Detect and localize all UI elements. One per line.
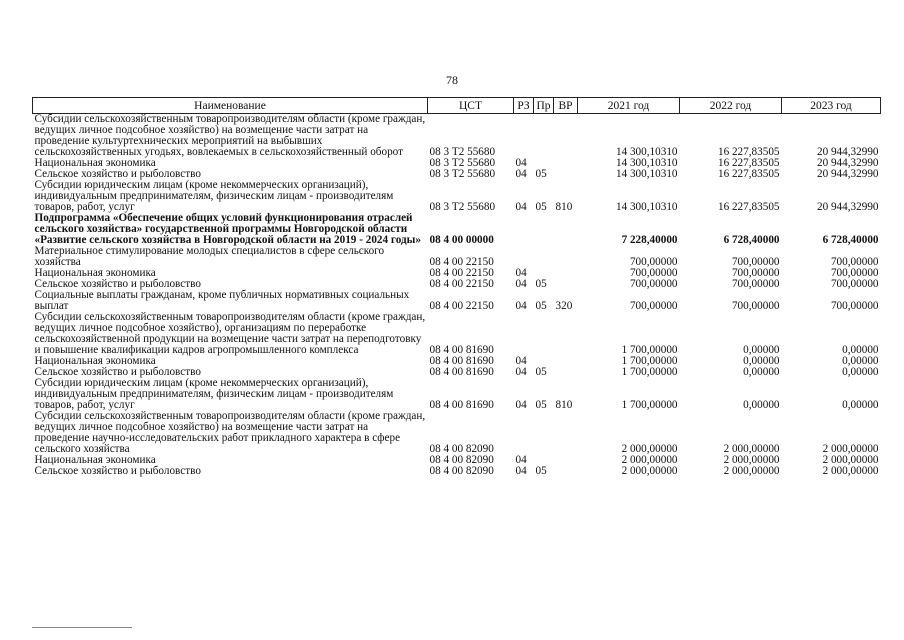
cell-name: Национальная экономика	[34, 454, 156, 466]
cell-name: Сельское хозяйство и рыболовство	[34, 278, 201, 290]
column-header-2023: 2023 год	[782, 98, 881, 114]
table-row	[33, 290, 881, 312]
cell-pr: 05	[535, 278, 547, 290]
column-header-rz: РЗ	[514, 98, 534, 114]
column-header-pr: Пр	[534, 98, 554, 114]
cell-name: Сельское хозяйство и рыболовство	[34, 465, 201, 477]
cell-2021: 1 700,00000	[621, 344, 678, 356]
cell-2023: 20 944,32990	[816, 157, 879, 169]
cell-cst: 08 3 Т2 55680	[429, 201, 496, 213]
cell-2023: 6 728,40000	[822, 234, 879, 246]
cell-cst: 08 3 Т2 55680	[429, 168, 496, 180]
cell-rz: 04	[515, 267, 527, 279]
cell-2021: 14 300,10310	[615, 168, 678, 180]
footnote-divider	[32, 627, 132, 628]
table-row	[33, 180, 881, 213]
table-row	[33, 312, 881, 356]
cell-2021: 700,00000	[629, 278, 678, 290]
cell-rz: 04	[515, 366, 527, 378]
table-row	[33, 378, 881, 411]
cell-pr: 05	[535, 168, 547, 180]
cell-pr	[534, 246, 554, 268]
cell-vr	[554, 411, 578, 455]
cell-name: Субсидии юридическим лицам (кроме некоммерческих организаций), индивидуальным предпринимателям, физическим лицам - производителям товаров, работ, услуг	[34, 377, 394, 411]
cell-2022: 16 227,83505	[717, 201, 780, 213]
cell-2021: 1 700,00000	[621, 355, 678, 367]
cell-name: Национальная экономика	[34, 355, 156, 367]
cell-pr: 05	[535, 300, 547, 312]
cell-vr	[554, 246, 578, 268]
cell-vr	[554, 268, 578, 279]
cell-name: Сельское хозяйство и рыболовство	[34, 168, 201, 180]
cell-name: Подпрограмма «Обеспечение общих условий функционирования отраслей сельского хозяйства» государственной программы Новгородской области «Развитие сельского хозяйства в Новгородской области на 2019 - 2024 годы»	[34, 212, 421, 246]
cell-2023: 0,00000	[842, 366, 879, 378]
table-row	[33, 246, 881, 268]
cell-cst: 08 3 Т2 55680	[429, 146, 496, 158]
cell-name: Национальная экономика	[34, 157, 156, 169]
cell-2023: 2 000,00000	[822, 443, 879, 455]
cell-2022: 700,00000	[731, 300, 780, 312]
table-row	[33, 114, 881, 159]
budget-table	[32, 97, 881, 477]
cell-pr: 05	[535, 201, 547, 213]
cell-2021: 700,00000	[629, 267, 678, 279]
cell-name: Материальное стимулирование молодых специалистов в сфере сельского хозяйства	[34, 245, 385, 268]
column-header-cst: ЦСТ	[428, 98, 514, 114]
table-header-row	[33, 98, 881, 114]
cell-pr	[534, 114, 554, 159]
cell-cst: 08 4 00 81690	[429, 399, 494, 411]
cell-pr	[534, 213, 554, 246]
cell-cst: 08 4 00 22150	[429, 256, 494, 268]
cell-rz	[514, 213, 534, 246]
cell-2022: 2 000,00000	[723, 443, 780, 455]
cell-2023: 2 000,00000	[822, 465, 879, 477]
cell-vr	[554, 213, 578, 246]
cell-2021: 14 300,10310	[615, 146, 678, 158]
cell-cst: 08 4 00 82090	[429, 465, 494, 477]
cell-cst: 08 4 00 81690	[429, 344, 494, 356]
cell-vr	[554, 114, 578, 159]
cell-2022: 0,00000	[743, 399, 780, 411]
cell-rz: 04	[515, 201, 527, 213]
cell-pr	[534, 312, 554, 356]
cell-vr: 320	[555, 300, 573, 312]
page-number: 78	[446, 73, 458, 87]
cell-2022: 700,00000	[731, 267, 780, 279]
cell-2021: 1 700,00000	[621, 399, 678, 411]
cell-cst: 08 4 00 82090	[429, 454, 494, 466]
cell-2022: 0,00000	[743, 355, 780, 367]
table-row	[33, 466, 881, 477]
cell-name: Субсидии сельскохозяйственным товаропроизводителям области (кроме граждан, ведущих личное подсобное хозяйство), организациям по переработке сельскохозяйственной продукции на возмещение части затрат на переподготовку и повышение квалификации кадров агропромышленного комплекса	[34, 311, 426, 356]
cell-vr	[554, 367, 578, 378]
cell-2022: 0,00000	[743, 344, 780, 356]
table-row	[33, 213, 881, 246]
cell-2022: 16 227,83505	[717, 157, 780, 169]
cell-2023: 700,00000	[830, 300, 879, 312]
cell-vr	[554, 158, 578, 169]
cell-pr: 05	[535, 366, 547, 378]
cell-rz	[514, 114, 534, 159]
cell-2021: 2 000,00000	[621, 465, 678, 477]
cell-2023: 2 000,00000	[822, 454, 879, 466]
cell-2023: 0,00000	[842, 344, 879, 356]
cell-rz: 04	[515, 300, 527, 312]
column-header-name: Наименование	[33, 98, 428, 114]
cell-2022: 700,00000	[731, 278, 780, 290]
cell-cst: 08 4 00 82090	[429, 443, 494, 455]
cell-vr	[554, 466, 578, 477]
cell-rz: 04	[515, 355, 527, 367]
cell-2022: 16 227,83505	[717, 146, 780, 158]
table-row	[33, 411, 881, 455]
cell-cst: 08 4 00 22150	[429, 267, 494, 279]
cell-name: Субсидии сельскохозяйственным товаропроизводителям области (кроме граждан, ведущих личное подсобное хозяйство) на возмещение части затрат на проведение культуртехнических мероприятий на выбывших сельскохозяйственных угодьях, вовлекаемых в сельскохозяйственный оборот	[34, 113, 426, 158]
column-header-2022: 2022 год	[680, 98, 782, 114]
cell-vr	[554, 169, 578, 180]
cell-vr	[554, 312, 578, 356]
cell-2022: 0,00000	[743, 366, 780, 378]
table-body	[33, 114, 881, 478]
cell-rz	[514, 312, 534, 356]
cell-2021: 700,00000	[629, 256, 678, 268]
cell-rz	[514, 411, 534, 455]
cell-cst: 08 4 00 81690	[429, 355, 494, 367]
cell-2021: 14 300,10310	[615, 157, 678, 169]
cell-cst: 08 3 Т2 55680	[429, 157, 496, 169]
cell-2022: 2 000,00000	[723, 465, 780, 477]
cell-2022: 6 728,40000	[723, 234, 780, 246]
cell-rz: 04	[515, 465, 527, 477]
cell-vr	[554, 356, 578, 367]
cell-2021: 14 300,10310	[615, 201, 678, 213]
cell-2022: 2 000,00000	[723, 454, 780, 466]
cell-vr: 810	[555, 399, 573, 411]
column-header-2021: 2021 год	[578, 98, 680, 114]
cell-cst: 08 4 00 22150	[429, 300, 494, 312]
cell-rz: 04	[515, 454, 527, 466]
cell-name: Социальные выплаты гражданам, кроме публичных нормативных социальных выплат	[34, 289, 410, 312]
cell-name: Сельское хозяйство и рыболовство	[34, 366, 201, 378]
cell-cst: 08 4 00 22150	[429, 278, 494, 290]
column-header-vr: ВР	[554, 98, 578, 114]
cell-2023: 0,00000	[842, 355, 879, 367]
cell-2021: 1 700,00000	[621, 366, 678, 378]
cell-2021: 2 000,00000	[621, 454, 678, 466]
cell-2023: 20 944,32990	[816, 201, 879, 213]
cell-rz: 04	[515, 278, 527, 290]
cell-name: Субсидии юридическим лицам (кроме некоммерческих организаций), индивидуальным предпринимателям, физическим лицам - производителям товаров, работ, услуг	[34, 179, 394, 213]
cell-vr	[554, 279, 578, 290]
cell-2023: 20 944,32990	[816, 146, 879, 158]
cell-2022: 700,00000	[731, 256, 780, 268]
cell-pr: 05	[535, 465, 547, 477]
cell-2023: 700,00000	[830, 256, 879, 268]
cell-2021: 700,00000	[629, 300, 678, 312]
cell-2023: 700,00000	[830, 267, 879, 279]
cell-name: Национальная экономика	[34, 267, 156, 279]
cell-2023: 20 944,32990	[816, 168, 879, 180]
cell-rz: 04	[515, 168, 527, 180]
cell-pr	[534, 411, 554, 455]
cell-vr: 810	[555, 201, 573, 213]
cell-cst: 08 4 00 81690	[429, 366, 494, 378]
cell-rz: 04	[515, 399, 527, 411]
cell-rz	[514, 246, 534, 268]
cell-2022: 16 227,83505	[717, 168, 780, 180]
cell-2023: 0,00000	[842, 399, 879, 411]
cell-cst: 08 4 00 00000	[429, 234, 494, 246]
cell-pr: 05	[535, 399, 547, 411]
cell-2021: 7 228,40000	[621, 234, 678, 246]
cell-2021: 2 000,00000	[621, 443, 678, 455]
cell-vr	[554, 455, 578, 466]
cell-name: Субсидии сельскохозяйственным товаропроизводителям области (кроме граждан, ведущих личное подсобное хозяйство) на возмещение части затрат на проведение научно-исследовательских работ прикладного характера в сфере сельского хозяйства	[34, 410, 426, 455]
cell-2023: 700,00000	[830, 278, 879, 290]
cell-rz: 04	[515, 157, 527, 169]
